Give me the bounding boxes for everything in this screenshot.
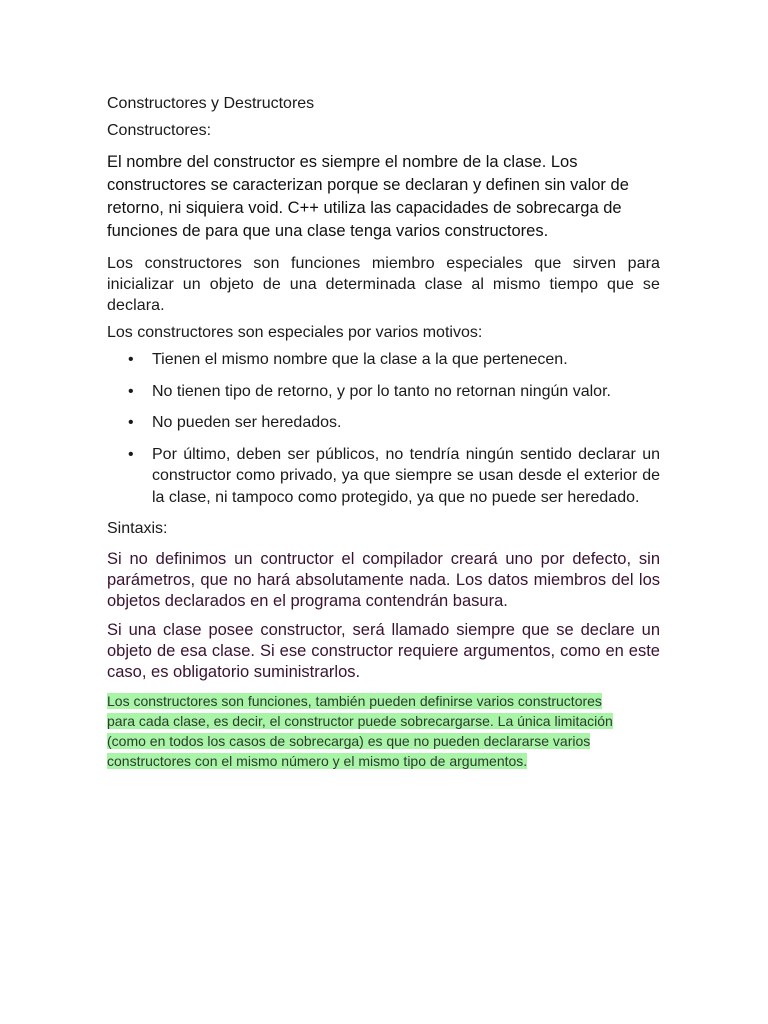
- section-heading: Constructores:: [107, 122, 212, 139]
- list-item: [107, 412, 660, 434]
- default-constructor-paragraph: Si no definimos un contructor el compilador creará uno por defecto, sin parámetros, que no hará absolutamente nada. Los datos miembros del los objetos declarados en el programa contendrán basura.: [107, 550, 660, 610]
- document-page: [107, 93, 660, 771]
- intro-paragraph: El nombre del constructor es siempre el nombre de la clase. Los constructores se caracterizan porque se declaran y definen sin valor de retorno, ni siquiera void. C++ utiliza las capacidades de sobrecarga de funciones de para que una clase tenga varios constructores.: [107, 153, 629, 240]
- list-item: [107, 381, 660, 403]
- reasons-intro: Los constructores son especiales por varios motivos:: [107, 324, 483, 341]
- list-item-text: Tienen el mismo nombre que la clase a la que pertenecen.: [152, 351, 568, 368]
- document-title: Constructores y Destructores: [107, 95, 315, 112]
- syntax-heading: Sintaxis:: [107, 520, 168, 537]
- highlighted-note: [107, 691, 660, 771]
- highlighted-line: (como en todos los casos de sobrecarga) es que no pueden declararse varios: [107, 733, 591, 749]
- constructor-call-paragraph: Si una clase posee constructor, será llamado siempre que se declare un objeto de esa clase. Si ese constructor requiere argumentos, como en este caso, es obligatorio suministrarlos.: [107, 621, 660, 681]
- list-item-text: No pueden ser heredados.: [152, 414, 342, 431]
- list-item: [107, 349, 660, 371]
- bullet-icon: •: [128, 414, 134, 431]
- bullet-icon: •: [128, 351, 134, 368]
- highlighted-line: Los constructores son funciones, también pueden definirse varios constructores: [107, 693, 602, 709]
- list-item: [107, 444, 660, 509]
- reasons-list: [107, 349, 660, 508]
- highlighted-line: constructores con el mismo número y el mismo tipo de argumentos.: [107, 753, 528, 769]
- bullet-icon: •: [128, 445, 134, 463]
- list-item-text: No tienen tipo de retorno, y por lo tanto no retornan ningún valor.: [152, 382, 611, 400]
- bullet-icon: •: [128, 382, 134, 400]
- list-item-text: Por último, deben ser públicos, no tendría ningún sentido declarar un constructor como privado, ya que siempre se usan desde el exterior de la clase, ni tampoco como protegido, ya que no puede ser heredado.: [152, 445, 660, 506]
- highlighted-line: para cada clase, es decir, el constructor puede sobrecargarse. La única limitación: [107, 713, 613, 729]
- definition-paragraph: Los constructores son funciones miembro especiales que sirven para inicializar un objeto de una determinada clase al mismo tiempo que se declara.: [107, 255, 660, 314]
